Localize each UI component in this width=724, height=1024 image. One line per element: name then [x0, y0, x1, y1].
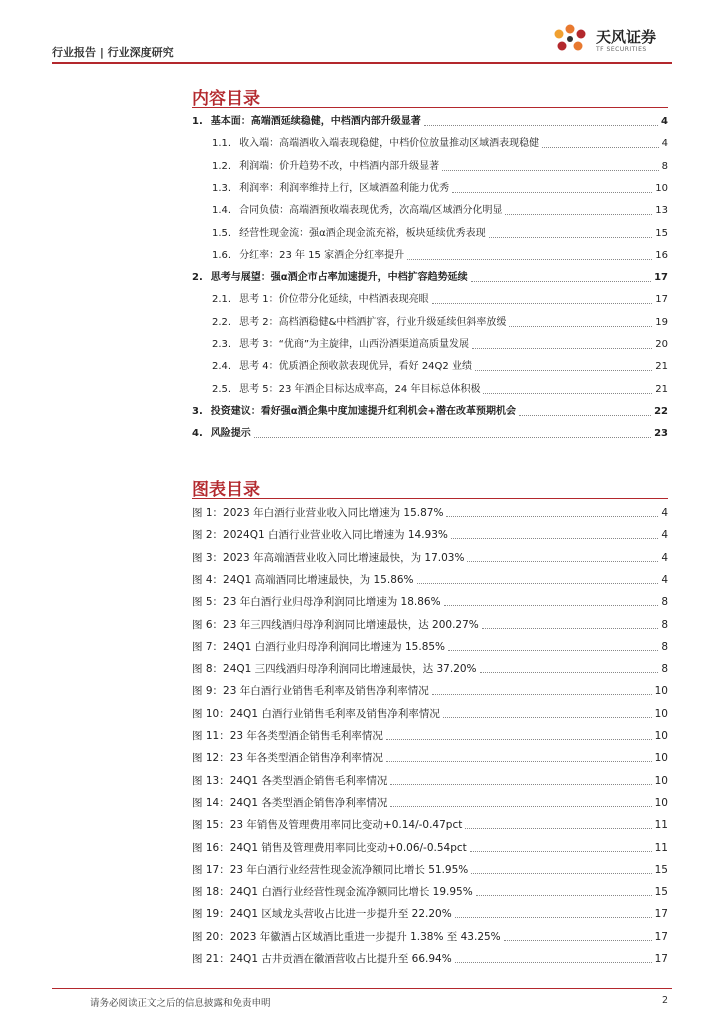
- toc-entry-number: 2.: [192, 272, 203, 284]
- toc-entry-page: 4: [661, 138, 668, 150]
- toc-entry-page: 8: [661, 160, 668, 172]
- toc-entry-number: 1.4.: [212, 205, 232, 217]
- figure-entry-text: 图 6：23 年三四线酒归母净利润同比增速最快，达 200.27%: [192, 618, 479, 631]
- figure-entry[interactable]: [192, 678, 668, 698]
- figure-entry-text: 图 4：24Q1 高端酒同比增速最快，为 15.86%: [192, 573, 414, 586]
- toc-entry-number: 2.1.: [212, 294, 232, 306]
- figure-entry-text: 图 17：23 年白酒行业经营性现金流净额同比增长 51.95%: [192, 863, 469, 876]
- toc-entry-text: 基本面：高端酒延续稳健，中档酒内部升级显著: [210, 116, 421, 127]
- figure-entry-text: 图 12：23 年各类型酒企销售净利率情况: [192, 752, 383, 765]
- toc-entry-text: 思考与展望：强α酒企市占率加速提升，中档扩容趋势延续: [210, 272, 468, 284]
- toc-entry-number: 3.: [192, 405, 203, 417]
- figure-entry[interactable]: [192, 924, 668, 944]
- figure-entry-page: 15: [654, 863, 668, 876]
- toc-entry[interactable]: [192, 154, 668, 174]
- figure-entry[interactable]: [192, 745, 668, 765]
- toc-entry-number: 2.2.: [212, 316, 232, 328]
- figure-leader-dots: [432, 694, 652, 695]
- toc-entry-page: 15: [655, 227, 668, 239]
- figure-entry[interactable]: [192, 879, 668, 899]
- toc-entry-number: 2.4.: [212, 361, 232, 373]
- figure-leader-dots: [451, 538, 658, 539]
- toc-entry[interactable]: [192, 243, 668, 263]
- figure-leader-dots: [390, 806, 651, 807]
- toc-entry-number: 4.: [192, 428, 203, 440]
- toc-entry-page: 21: [655, 361, 668, 373]
- figure-leader-dots: [446, 516, 658, 517]
- figure-entry-page: 4: [661, 507, 668, 519]
- toc-leader-dots: [483, 393, 652, 394]
- figure-list-title: 图表目录: [192, 480, 260, 500]
- toc-entry[interactable]: [192, 221, 668, 241]
- figure-entry-text: 图 13：24Q1 各类型酒企销售毛利率情况: [192, 774, 388, 787]
- figure-entry[interactable]: [192, 857, 668, 877]
- figure-entry[interactable]: [192, 768, 668, 788]
- figure-leader-dots: [417, 583, 659, 584]
- figure-list-title-rule: [192, 498, 668, 499]
- figure-entry-page: 4: [661, 551, 668, 564]
- figure-entry-text: 图 2：2024Q1 白酒行业营业收入同比增速为 14.93%: [192, 529, 448, 542]
- toc-entry-number: 1.6.: [212, 249, 232, 261]
- toc-entry[interactable]: [192, 377, 668, 397]
- toc-title-rule: [192, 107, 668, 108]
- figure-leader-dots: [444, 605, 659, 606]
- toc-leader-dots: [475, 370, 652, 371]
- figure-entry-page: 8: [661, 596, 668, 609]
- toc-title: 内容目录: [192, 89, 260, 109]
- toc-entry[interactable]: [192, 399, 668, 419]
- logo-text: 天风证券: [596, 28, 657, 46]
- figure-entry-page: 4: [661, 529, 668, 542]
- toc-entry[interactable]: [192, 265, 668, 285]
- figure-entry[interactable]: [192, 522, 668, 542]
- toc-leader-dots: [519, 415, 651, 416]
- toc-entry[interactable]: [192, 109, 668, 129]
- toc-entry[interactable]: [192, 421, 668, 441]
- figure-entry-page: 17: [654, 908, 668, 921]
- figure-entry-text: 图 8：24Q1 三四线酒归母净利润同比增速最快，达 37.20%: [192, 663, 477, 676]
- footer-disclaimer: 请务必阅读正文之后的信息披露和免责申明: [90, 998, 271, 1009]
- toc-entry-text: 思考 1：价位带分化延续，中档酒表现亮眼: [239, 294, 429, 306]
- footer-divider: [52, 988, 672, 989]
- toc-entry-text: 思考 3：“优商”为主旋律，山西汾酒渠道高质量发展: [239, 339, 469, 350]
- page-number: 2: [661, 995, 668, 1006]
- figure-entry-text: 图 20：2023 年徽酒占区域酒比重进一步提升 1.38% 至 43.25%: [192, 930, 501, 943]
- figure-entry-page: 10: [654, 685, 668, 698]
- toc-entry-text: 经营性现金流：强α酒企现金流充裕，板块延续优秀表现: [239, 227, 486, 239]
- figure-leader-dots: [390, 784, 651, 785]
- figure-entry[interactable]: [192, 612, 668, 632]
- figure-entry-text: 图 21：24Q1 古井贡酒在徽酒营收占比提升至 66.94%: [192, 953, 452, 965]
- figure-leader-dots: [471, 873, 651, 874]
- figure-leader-dots: [470, 851, 652, 852]
- toc-entry-text: 利润端：价升趋势不改，中档酒内部升级显著: [239, 160, 440, 172]
- toc-entry-page: 10: [655, 182, 668, 194]
- toc-entry-text: 利润率：利润率维持上行，区域酒盈利能力优秀: [239, 182, 450, 194]
- toc-leader-dots: [432, 303, 653, 304]
- toc-entry-text: 合同负债：高端酒预收端表现优秀，次高端/区域酒分化明显: [239, 205, 503, 217]
- figure-leader-dots: [448, 650, 658, 651]
- toc-entry-number: 1.5.: [212, 227, 232, 239]
- toc-entry[interactable]: [192, 287, 668, 307]
- toc-leader-dots: [472, 348, 652, 349]
- toc-entry-page: 17: [655, 294, 668, 306]
- toc-entry[interactable]: [192, 354, 668, 374]
- toc-entry-text: 分红率：23 年 15 家酒企分红率提升: [239, 249, 405, 261]
- toc-entry-number: 2.5.: [212, 383, 232, 395]
- figure-entry[interactable]: [192, 500, 668, 520]
- toc-leader-dots: [442, 170, 659, 171]
- figure-entry-text: 图 18：24Q1 白酒行业经营性现金流净额同比增长 19.95%: [192, 886, 473, 899]
- figure-entry-page: 10: [654, 707, 668, 720]
- toc-entry-text: 思考 2：高档酒稳健&中档酒扩容，行业升级延续但斜率放缓: [239, 316, 507, 328]
- toc-entry-text: 思考 5：23 年酒企目标达成率高，24 年目标总体积极: [239, 383, 481, 395]
- report-type-label: 行业报告 | 行业深度研究: [52, 46, 174, 59]
- figure-leader-dots: [455, 962, 652, 963]
- toc-leader-dots: [489, 237, 653, 238]
- figure-leader-dots: [455, 917, 652, 918]
- toc-entry[interactable]: [192, 176, 668, 196]
- figure-leader-dots: [480, 672, 659, 673]
- toc-leader-dots: [254, 437, 651, 438]
- toc-leader-dots: [505, 214, 652, 215]
- figure-entry[interactable]: [192, 656, 668, 676]
- figure-leader-dots: [443, 717, 652, 718]
- toc-leader-dots: [509, 326, 652, 327]
- header-divider: [52, 62, 672, 64]
- figure-entry[interactable]: [192, 634, 668, 654]
- figure-entry-page: 11: [654, 841, 668, 854]
- figure-entry[interactable]: [192, 812, 668, 832]
- toc-entry-page: 23: [654, 428, 668, 440]
- figure-entry-page: 8: [661, 640, 668, 653]
- figure-entry-page: 15: [654, 886, 668, 899]
- toc-entry-text: 收入端：高端酒收入端表现稳健，中档价位放量推动区域酒表现稳健: [239, 138, 540, 150]
- figure-entry-text: 图 3：2023 年高端酒营业收入同比增速最快，为 17.03%: [192, 551, 465, 564]
- toc-leader-dots: [471, 281, 651, 282]
- figure-entry-text: 图 11：23 年各类型酒企销售毛利率情况: [192, 730, 383, 742]
- toc-leader-dots: [452, 192, 652, 193]
- toc-entry[interactable]: [192, 198, 668, 218]
- figure-entry-page: 10: [654, 752, 668, 765]
- figure-entry[interactable]: [192, 835, 668, 855]
- figure-entry-text: 图 5：23 年白酒行业归母净利润同比增速为 18.86%: [192, 596, 441, 609]
- toc-leader-dots: [407, 259, 652, 260]
- toc-entry-page: 4: [661, 116, 668, 127]
- company-logo: [550, 22, 670, 58]
- toc-entry-text: 思考 4：优质酒企预收款表现优异，看好 24Q2 业绩: [239, 361, 472, 373]
- figure-entry-text: 图 9：23 年白酒行业销售毛利率及销售净利率情况: [192, 685, 429, 698]
- figure-entry-page: 8: [661, 618, 668, 631]
- toc-entry[interactable]: [192, 332, 668, 352]
- toc-entry-number: 1.1.: [212, 138, 232, 150]
- figure-entry-page: 8: [661, 663, 668, 676]
- figure-entry-page: 10: [654, 730, 668, 742]
- toc-entry-page: 20: [655, 339, 668, 350]
- figure-leader-dots: [476, 895, 652, 896]
- figure-entry-page: 10: [654, 774, 668, 787]
- toc-entry-number: 1.: [192, 116, 203, 127]
- figure-leader-dots: [467, 561, 658, 562]
- figure-entry[interactable]: [192, 946, 668, 966]
- toc-leader-dots: [542, 147, 659, 148]
- toc-entry[interactable]: [192, 310, 668, 330]
- figure-entry[interactable]: [192, 589, 668, 609]
- figure-entry-text: 图 16：24Q1 销售及管理费用率同比变动+0.06/-0.54pct: [192, 841, 467, 854]
- figure-leader-dots: [386, 761, 652, 762]
- figure-entry-page: 17: [654, 930, 668, 943]
- toc-entry-text: 投资建议：看好强α酒企集中度加速提升红利机会+潜在改革预期机会: [210, 405, 517, 417]
- figure-leader-dots: [465, 828, 651, 829]
- toc-entry-page: 21: [655, 383, 668, 395]
- figure-entry-page: 10: [654, 796, 668, 809]
- figure-entry[interactable]: [192, 901, 668, 921]
- toc-entry-text: 风险提示: [210, 428, 251, 440]
- figure-leader-dots: [482, 628, 659, 629]
- figure-entry-text: 图 1：2023 年白酒行业营业收入同比增速为 15.87%: [192, 507, 444, 519]
- figure-entry[interactable]: [192, 790, 668, 810]
- flower-logo-icon: [550, 22, 592, 58]
- figure-entry[interactable]: [192, 723, 668, 743]
- toc-entry-number: 1.2.: [212, 160, 232, 172]
- figure-entry-text: 图 19：24Q1 区域龙头营收占比进一步提升至 22.20%: [192, 908, 452, 921]
- toc-entry-page: 19: [655, 316, 668, 328]
- figure-entry-page: 11: [654, 819, 668, 832]
- toc-entry-page: 13: [655, 205, 668, 217]
- figure-leader-dots: [386, 739, 652, 740]
- toc-entry-number: 2.3.: [212, 339, 232, 350]
- toc-entry-page: 22: [654, 405, 668, 417]
- figure-entry-text: 图 15：23 年销售及管理费用率同比变动+0.14/-0.47pct: [192, 819, 463, 832]
- figure-entry-text: 图 7：24Q1 白酒行业归母净利润同比增速为 15.85%: [192, 640, 446, 653]
- toc-entry-page: 16: [655, 249, 668, 261]
- figure-entry[interactable]: [192, 567, 668, 587]
- figure-entry-page: 4: [661, 573, 668, 586]
- toc-entry-number: 1.3.: [212, 182, 232, 194]
- toc-leader-dots: [424, 125, 658, 126]
- logo-subtext: TF SECURITIES: [596, 46, 647, 53]
- toc-entry-page: 17: [654, 272, 668, 284]
- figure-entry[interactable]: [192, 701, 668, 721]
- figure-entry-text: 图 10：24Q1 白酒行业销售毛利率及销售净利率情况: [192, 707, 440, 720]
- figure-leader-dots: [504, 940, 652, 941]
- figure-entry-text: 图 14：24Q1 各类型酒企销售净利率情况: [192, 796, 388, 809]
- toc-entry[interactable]: [192, 131, 668, 151]
- figure-entry[interactable]: [192, 545, 668, 565]
- figure-entry-page: 17: [654, 953, 668, 965]
